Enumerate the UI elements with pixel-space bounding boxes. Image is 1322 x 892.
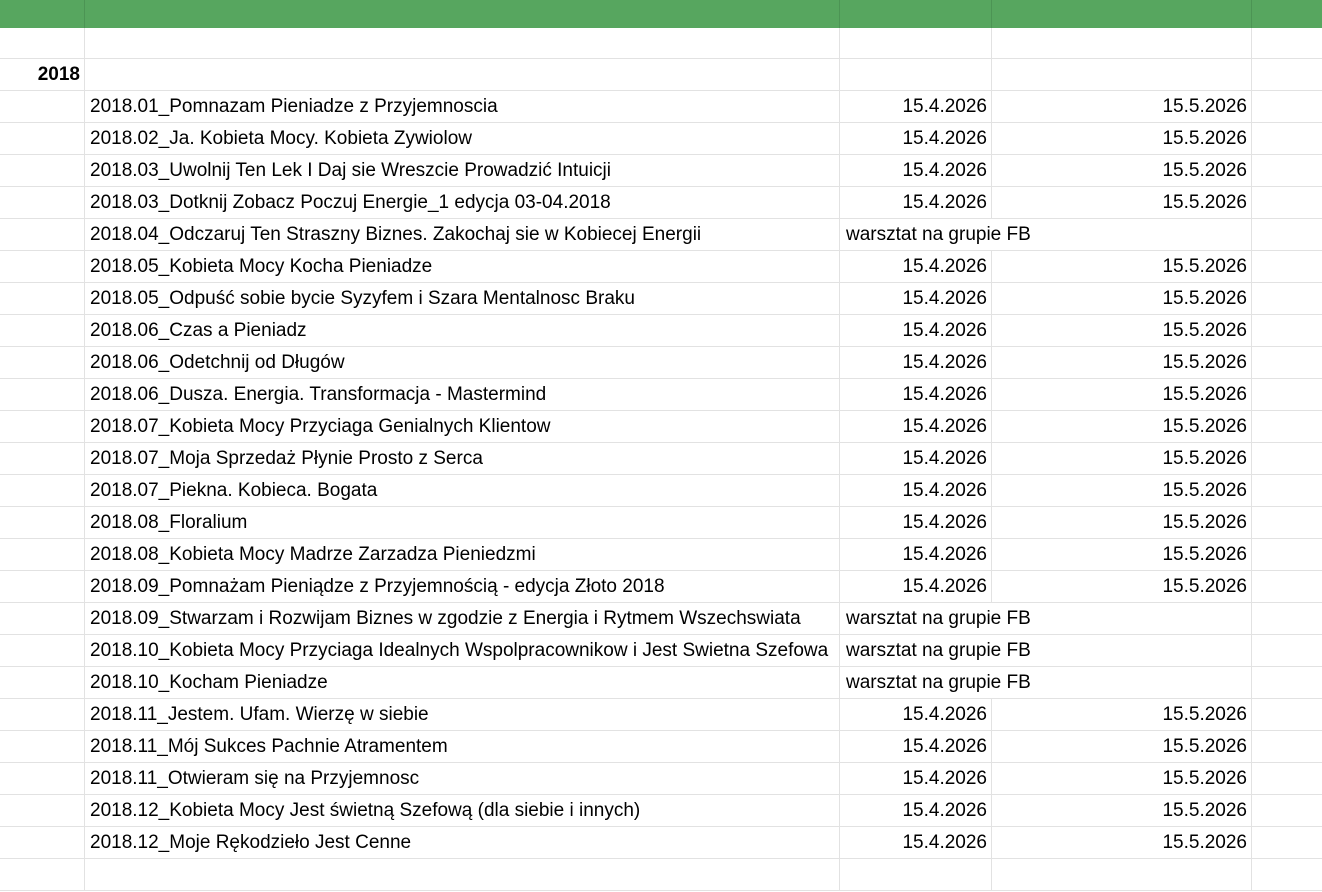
end-date-cell[interactable]: 15.5.2026: [992, 251, 1252, 282]
workshop-title-cell[interactable]: 2018.11_Otwieram się na Przyjemnosc: [85, 763, 840, 794]
note-cell[interactable]: warsztat na grupie FB: [846, 640, 1031, 661]
workshop-title-cell[interactable]: 2018.07_Kobieta Mocy Przyciaga Genialnych Klientow: [85, 411, 840, 442]
end-date-cell[interactable]: 15.5.2026: [992, 443, 1252, 474]
workshop-title-cell[interactable]: 2018.06_Czas a Pieniadz: [85, 315, 840, 346]
header-divider: [839, 0, 840, 28]
cell[interactable]: [1252, 28, 1322, 59]
workshop-title-cell[interactable]: 2018.11_Mój Sukces Pachnie Atramentem: [85, 731, 840, 762]
table-row: [0, 187, 1322, 219]
start-date-cell[interactable]: 15.4.2026: [840, 379, 992, 410]
end-date-cell[interactable]: 15.5.2026: [992, 699, 1252, 730]
cell[interactable]: [85, 59, 840, 90]
table-row: [0, 379, 1322, 411]
start-date-cell[interactable]: 15.4.2026: [840, 475, 992, 506]
table-row: [0, 603, 1322, 635]
cell[interactable]: [840, 859, 992, 890]
note-cell[interactable]: warsztat na grupie FB: [846, 608, 1031, 629]
workshop-title-cell[interactable]: 2018.07_Moja Sprzedaż Płynie Prosto z Serca: [85, 443, 840, 474]
table-row: [0, 91, 1322, 123]
table-row: [0, 667, 1322, 699]
cell[interactable]: [0, 251, 85, 282]
cell[interactable]: [1252, 603, 1322, 634]
start-date-cell[interactable]: 15.4.2026: [840, 187, 992, 218]
table-row: [0, 411, 1322, 443]
workshop-title-cell[interactable]: 2018.06_Dusza. Energia. Transformacja - Mastermind: [85, 379, 840, 410]
end-date-cell[interactable]: 15.5.2026: [992, 763, 1252, 794]
cell[interactable]: [1252, 763, 1322, 794]
workshop-title-cell[interactable]: 2018.01_Pomnazam Pieniadze z Przyjemnoscia: [85, 91, 840, 122]
start-date-cell[interactable]: 15.4.2026: [840, 411, 992, 442]
cell[interactable]: [85, 28, 840, 59]
cell[interactable]: [1252, 795, 1322, 826]
header-divider: [84, 0, 85, 28]
cell[interactable]: [0, 635, 85, 666]
end-date-cell[interactable]: 15.5.2026: [992, 795, 1252, 826]
cell[interactable]: [1252, 731, 1322, 762]
header-band: [0, 0, 1322, 28]
table-row: [0, 251, 1322, 283]
table-row: [0, 763, 1322, 795]
cell[interactable]: [0, 219, 85, 250]
cell[interactable]: [1252, 283, 1322, 314]
start-date-cell[interactable]: 15.4.2026: [840, 283, 992, 314]
cell[interactable]: [0, 91, 85, 122]
cell[interactable]: [0, 667, 85, 698]
start-date-cell[interactable]: 15.4.2026: [840, 91, 992, 122]
start-date-cell[interactable]: 15.4.2026: [840, 763, 992, 794]
end-date-cell[interactable]: 15.5.2026: [992, 731, 1252, 762]
end-date-cell[interactable]: [992, 219, 1252, 250]
cell[interactable]: [1252, 251, 1322, 282]
end-date-cell[interactable]: 15.5.2026: [992, 539, 1252, 570]
end-date-cell[interactable]: 15.5.2026: [992, 507, 1252, 538]
cell[interactable]: [0, 603, 85, 634]
cell[interactable]: [0, 827, 85, 858]
table-row: [0, 635, 1322, 667]
note-cell[interactable]: warsztat na grupie FB: [846, 672, 1031, 693]
empty-row: [0, 28, 1322, 59]
end-date-cell[interactable]: [992, 635, 1252, 666]
cell[interactable]: [0, 475, 85, 506]
workshop-title-cell[interactable]: 2018.06_Odetchnij od Długów: [85, 347, 840, 378]
cell[interactable]: [0, 539, 85, 570]
workshop-title-cell[interactable]: 2018.09_Pomnażam Pieniądze z Przyjemnością - edycja Złoto 2018: [85, 571, 840, 602]
end-date-cell[interactable]: 15.5.2026: [992, 187, 1252, 218]
cell[interactable]: [0, 155, 85, 186]
cell[interactable]: [0, 859, 85, 890]
table-row: [0, 347, 1322, 379]
cell[interactable]: [0, 731, 85, 762]
cell[interactable]: [992, 28, 1252, 59]
cell[interactable]: [1252, 507, 1322, 538]
table-row: [0, 123, 1322, 155]
workshop-title-cell[interactable]: 2018.07_Piekna. Kobieca. Bogata: [85, 475, 840, 506]
start-date-cell[interactable]: 15.4.2026: [840, 123, 992, 154]
header-divider: [991, 0, 992, 28]
table-row: [0, 539, 1322, 571]
workshop-title-cell[interactable]: 2018.02_Ja. Kobieta Mocy. Kobieta Zywiolow: [85, 123, 840, 154]
cell[interactable]: [0, 28, 85, 59]
workshop-title-cell[interactable]: 2018.08_Floralium: [85, 507, 840, 538]
start-date-cell[interactable]: 15.4.2026: [840, 571, 992, 602]
workshop-title-cell[interactable]: 2018.12_Moje Rękodzieło Jest Cenne: [85, 827, 840, 858]
start-date-cell[interactable]: 15.4.2026: [840, 315, 992, 346]
cell[interactable]: [1252, 699, 1322, 730]
start-date-cell[interactable]: 15.4.2026: [840, 699, 992, 730]
table-row: [0, 571, 1322, 603]
cell[interactable]: [0, 699, 85, 730]
cell[interactable]: [85, 859, 840, 890]
start-date-cell[interactable]: 15.4.2026: [840, 347, 992, 378]
note-cell[interactable]: warsztat na grupie FB: [846, 224, 1031, 245]
end-date-cell[interactable]: [992, 667, 1252, 698]
end-date-cell[interactable]: 15.5.2026: [992, 91, 1252, 122]
table-row: [0, 699, 1322, 731]
cell[interactable]: [0, 571, 85, 602]
cell[interactable]: [0, 795, 85, 826]
cell[interactable]: [1252, 635, 1322, 666]
header-divider: [1251, 0, 1252, 28]
table-row: [0, 795, 1322, 827]
cell[interactable]: [1252, 859, 1322, 890]
end-date-cell[interactable]: 15.5.2026: [992, 379, 1252, 410]
workshop-title-cell[interactable]: 2018.09_Stwarzam i Rozwijam Biznes w zgodzie z Energia i Rytmem Wszechswiata: [85, 603, 840, 634]
sheet-grid: [0, 28, 1322, 891]
cell[interactable]: [0, 347, 85, 378]
cell[interactable]: [1252, 379, 1322, 410]
end-date-cell[interactable]: [992, 603, 1252, 634]
workshop-title-cell[interactable]: 2018.10_Kobieta Mocy Przyciaga Idealnych Wspolpracownikow i Jest Swietna Szefowa: [85, 635, 840, 666]
cell[interactable]: [1252, 667, 1322, 698]
table-row: [0, 283, 1322, 315]
cell[interactable]: [0, 315, 85, 346]
cell[interactable]: [1252, 347, 1322, 378]
cell[interactable]: [1252, 571, 1322, 602]
table-row: [0, 475, 1322, 507]
end-date-cell[interactable]: 15.5.2026: [992, 475, 1252, 506]
table-row: [0, 219, 1322, 251]
cell[interactable]: [1252, 155, 1322, 186]
end-date-cell[interactable]: 15.5.2026: [992, 315, 1252, 346]
end-date-cell[interactable]: 15.5.2026: [992, 827, 1252, 858]
table-row: [0, 507, 1322, 539]
cell[interactable]: [840, 28, 992, 59]
cell[interactable]: [1252, 539, 1322, 570]
cell[interactable]: [1252, 827, 1322, 858]
start-date-cell[interactable]: 15.4.2026: [840, 443, 992, 474]
year-label[interactable]: 2018: [0, 59, 85, 90]
table-row: [0, 731, 1322, 763]
workshop-title-cell[interactable]: 2018.03_Uwolnij Ten Lek I Daj sie Wreszcie Prowadzić Intuicji: [85, 155, 840, 186]
start-date-cell[interactable]: 15.4.2026: [840, 251, 992, 282]
cell[interactable]: [1252, 123, 1322, 154]
workshop-title-cell[interactable]: 2018.10_Kocham Pieniadze: [85, 667, 840, 698]
cell[interactable]: [992, 859, 1252, 890]
end-date-cell[interactable]: 15.5.2026: [992, 283, 1252, 314]
workshop-title-cell[interactable]: 2018.08_Kobieta Mocy Madrze Zarzadza Pieniedzmi: [85, 539, 840, 570]
workshop-title-cell[interactable]: 2018.12_Kobieta Mocy Jest świetną Szefową (dla siebie i innych): [85, 795, 840, 826]
cell[interactable]: [1252, 59, 1322, 90]
table-row: [0, 315, 1322, 347]
cell[interactable]: [1252, 315, 1322, 346]
cell[interactable]: [0, 443, 85, 474]
cell[interactable]: [0, 187, 85, 218]
end-date-cell[interactable]: 15.5.2026: [992, 155, 1252, 186]
cell[interactable]: [1252, 91, 1322, 122]
cell[interactable]: [1252, 475, 1322, 506]
table-row: [0, 443, 1322, 475]
table-row: [0, 155, 1322, 187]
start-date-cell[interactable]: 15.4.2026: [840, 827, 992, 858]
cell[interactable]: [1252, 443, 1322, 474]
workshop-title-cell[interactable]: 2018.05_Odpuść sobie bycie Syzyfem i Szara Mentalnosc Braku: [85, 283, 840, 314]
table-row: [0, 827, 1322, 859]
cell[interactable]: [1252, 219, 1322, 250]
cell[interactable]: [0, 411, 85, 442]
cell[interactable]: [0, 379, 85, 410]
start-date-cell[interactable]: 15.4.2026: [840, 795, 992, 826]
empty-row: [0, 859, 1322, 891]
year-row: [0, 59, 1322, 91]
start-date-cell[interactable]: 15.4.2026: [840, 155, 992, 186]
workshop-title-cell[interactable]: 2018.04_Odczaruj Ten Straszny Biznes. Zakochaj sie w Kobiecej Energii: [85, 219, 840, 250]
end-date-cell[interactable]: 15.5.2026: [992, 411, 1252, 442]
cell[interactable]: [0, 283, 85, 314]
workshop-title-cell[interactable]: 2018.11_Jestem. Ufam. Wierzę w siebie: [85, 699, 840, 730]
workshop-title-cell[interactable]: 2018.03_Dotknij Zobacz Poczuj Energie_1 edycja 03-04.2018: [85, 187, 840, 218]
end-date-cell[interactable]: 15.5.2026: [992, 571, 1252, 602]
start-date-cell[interactable]: 15.4.2026: [840, 507, 992, 538]
cell[interactable]: [0, 123, 85, 154]
cell[interactable]: [0, 507, 85, 538]
cell[interactable]: [1252, 411, 1322, 442]
workshop-title-cell[interactable]: 2018.05_Kobieta Mocy Kocha Pieniadze: [85, 251, 840, 282]
cell[interactable]: [0, 763, 85, 794]
start-date-cell[interactable]: 15.4.2026: [840, 539, 992, 570]
cell[interactable]: [1252, 187, 1322, 218]
cell[interactable]: [840, 59, 992, 90]
end-date-cell[interactable]: 15.5.2026: [992, 123, 1252, 154]
cell[interactable]: [992, 59, 1252, 90]
start-date-cell[interactable]: 15.4.2026: [840, 731, 992, 762]
end-date-cell[interactable]: 15.5.2026: [992, 347, 1252, 378]
